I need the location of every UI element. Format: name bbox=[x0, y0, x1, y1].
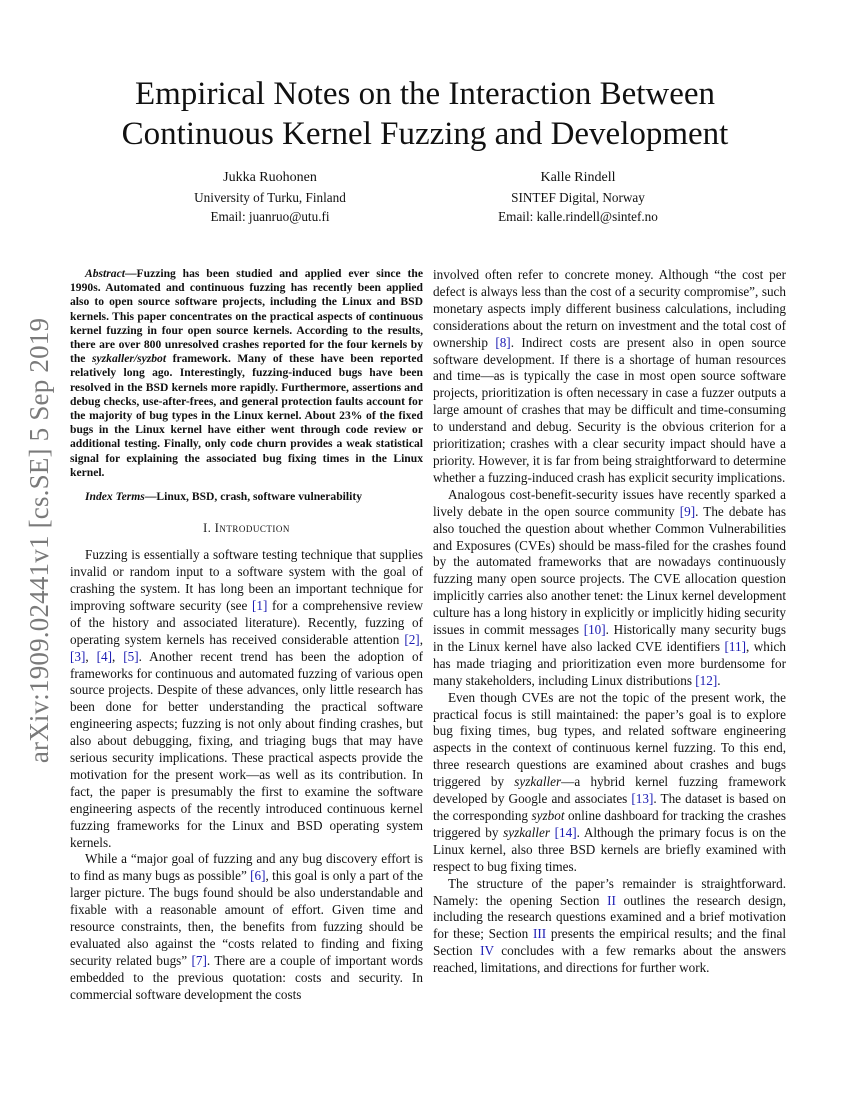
abstract bbox=[70, 267, 423, 480]
section-title: Introduction bbox=[214, 521, 290, 536]
section-number: I. bbox=[203, 521, 215, 536]
arxiv-identifier-text: arXiv:1909.02441v1 [cs.SE] 5 Sep 2019 bbox=[24, 317, 55, 763]
section-link[interactable]: II bbox=[607, 892, 616, 908]
citation-link[interactable]: [2] bbox=[404, 631, 420, 647]
section-link[interactable]: IV bbox=[480, 943, 494, 959]
citation-link[interactable]: [12] bbox=[695, 672, 718, 688]
citation-link[interactable]: [10] bbox=[583, 622, 606, 638]
citation-link[interactable]: [14] bbox=[554, 824, 577, 840]
paper-title-line-2: Continuous Kernel Fuzzing and Development bbox=[121, 116, 729, 152]
citation-link[interactable]: [3] bbox=[70, 648, 86, 664]
citation-link[interactable]: [13] bbox=[631, 791, 654, 807]
citation-link[interactable]: [5] bbox=[123, 648, 139, 664]
author-email: Email: juanruo@utu.fi bbox=[210, 209, 330, 224]
tool-name: syzkaller bbox=[503, 824, 550, 840]
index-terms-label: Index Terms bbox=[85, 490, 145, 504]
citation-link[interactable]: [6] bbox=[250, 868, 266, 884]
citation-link[interactable]: [7] bbox=[191, 952, 207, 968]
index-terms bbox=[70, 490, 423, 504]
arxiv-identifier-stamp bbox=[22, 300, 58, 780]
citation-link[interactable]: [11] bbox=[724, 638, 746, 654]
section-link[interactable]: III bbox=[532, 926, 547, 942]
paper-title bbox=[70, 74, 780, 154]
body-paragraph: involved often refer to concrete money. Although “the cost per defect is always less than the cost of a security compromise”, such monetary aspects imply different business calculations, including considerations about the return on investment and the total cost of ownership [8]. Indirect costs are present also in open source software development. If there is a shortage of human resources and time—as is typically the case in most open source software projects, prioritization is often necessary in case a fuzzer outputs a large amount of crashes that may be difficult and time-consuming to understand and debug. Security is the obvious criterion for a prioritization; crashes with a clear security impact should have a priority. However, it is far from being straightforward to determine whether a fuzzing-induced crash has explicit security implications. bbox=[433, 267, 786, 485]
author-name: Jukka Ruohonen bbox=[223, 170, 317, 185]
author-email: Email: kalle.rindell@sintef.no bbox=[498, 209, 658, 224]
paper-title-line-1: Empirical Notes on the Interaction Between bbox=[134, 76, 716, 112]
author-block-1 bbox=[120, 168, 420, 226]
abstract-label: Abstract bbox=[85, 267, 125, 280]
tool-name: syzkaller bbox=[514, 774, 562, 790]
citation-link[interactable]: [4] bbox=[96, 648, 113, 664]
citation-link[interactable]: [8] bbox=[495, 334, 511, 350]
index-terms-text: —Linux, BSD, crash, software vulnerability bbox=[144, 490, 362, 504]
left-column bbox=[70, 267, 423, 1004]
body-paragraph: Even though CVEs are not the topic of the present work, the practical focus is still maintained: the paper’s goal is to explore bug fixing times, bug types, and related software engineering aspects in the context of continuous kernel fuzzing. To this end, three research questions are examined about crashes and bugs triggered by syzkaller—a hybrid kernel fuzzing framework developed by Google and associates [13]. The dataset is based on the corresponding syzbot online dashboard for tracking the crashes triggered by syzkaller [14]. Although the primary focus is on the Linux kernel, also three BSD kernels are briefly examined with respect to bug fixing times. bbox=[433, 689, 787, 874]
author-name: Kalle Rindell bbox=[540, 170, 616, 185]
author-block-2 bbox=[428, 168, 728, 226]
citation-link[interactable]: [9] bbox=[679, 503, 696, 519]
body-paragraph: The structure of the paper’s remainder is straightforward. Namely: the opening Section II outlines the research design, including the research questions examined and a brief motivation for these; Section III presents the empirical results; and the final Section IV concludes with a few remarks about the answers reached, limitations, and directions for further work. bbox=[433, 875, 786, 976]
right-column bbox=[433, 267, 786, 977]
body-paragraph: Fuzzing is essentially a software testing technique that supplies invalid or random input to a software system with the goal of crashing the system. It has long been an important technique for improving software security (see [1] for a comprehensive review of the history and associated literature). Recently, fuzzing of operating system kernels has received considerable attention [2], [3], [4], [5]. Another recent trend has been the adoption of frameworks for continuous and automated fuzzing of various open source projects. Despite of these advances, only little research has been done for better understanding the practical software engineering aspects; fuzzing is not only about finding crashes, but also about debugging, fixing, and triaging bugs that may have serious security implications. These practical aspects provide the motivation for the present work—as well as its contribution. In fact, the paper is presumably the first to examine the software engineering aspects of the recently introduced continuous kernel fuzzing frameworks for the Linux and BSD operating system kernels. bbox=[70, 547, 424, 850]
author-affiliation: University of Turku, Finland bbox=[194, 190, 346, 205]
body-paragraph: While a “major goal of fuzzing and any bug discovery effort is to find as many bugs as possible” [6], this goal is only a part of the larger picture. The bugs found should be also understandable and fixable with a reasonable amount of effort. Given time and resource constraints, then, the benefits from fuzzing should be evaluated also against the “costs related to finding and fixing security related bugs” [7]. There are a couple of important words embedded to the previous quotation: costs and security. In commercial software development the costs bbox=[70, 851, 423, 1002]
tool-name: syzbot bbox=[531, 808, 565, 823]
author-affiliation: SINTEF Digital, Norway bbox=[511, 190, 645, 205]
abstract-tool-name: syzkaller/syzbot bbox=[91, 352, 167, 366]
abstract-text-1: —Fuzzing has been studied and applied ever since the 1990s. Automated and continuous fuzzing has recently been applied also to open source software projects, including the Linux and BSD kernels. This paper concentrates on the practical aspects of continuous kernel fuzzing in four open source kernels. According to the results, there are over 800 unresolved crashes reported for the four kernels by the bbox=[70, 267, 423, 366]
section-heading-introduction bbox=[70, 520, 423, 537]
citation-link[interactable]: [1] bbox=[252, 597, 268, 613]
abstract-text-2: framework. Many of these have been reported relatively long ago. Interestingly, fuzzing-induced bugs have been resolved in the BSD kernels more rapidly. Furthermore, assertions and debug checks, use-after-frees, and general protection faults account for the majority of bug types in the Linux kernel. About 23% of the fixed bugs in the Linux kernel have either went through code review or additional testing. Finally, only code churn provides a weak statistical signal for explaining the associated bug fixing times in the Linux kernel. bbox=[70, 352, 423, 479]
body-paragraph: Analogous cost-benefit-security issues have recently sparked a lively debate in the open source community [9]. The debate has also touched the question about whether Common Vulnerabilities and Exposures (CVEs) should be mass-filed for the crashes found by the automated frameworks that are nowadays continuously fuzzing many open source projects. The CVE allocation question implicitly carries also another tenet: the Linux kernel development culture has a long history in explicitly or implicitly hiding security issues in commit messages [10]. Historically many security bugs in the Linux kernel have also lacked CVE identifiers [11], which has made triaging and prioritization even more burdensome for many stakeholders, including Linux distributions [12]. bbox=[433, 486, 786, 688]
